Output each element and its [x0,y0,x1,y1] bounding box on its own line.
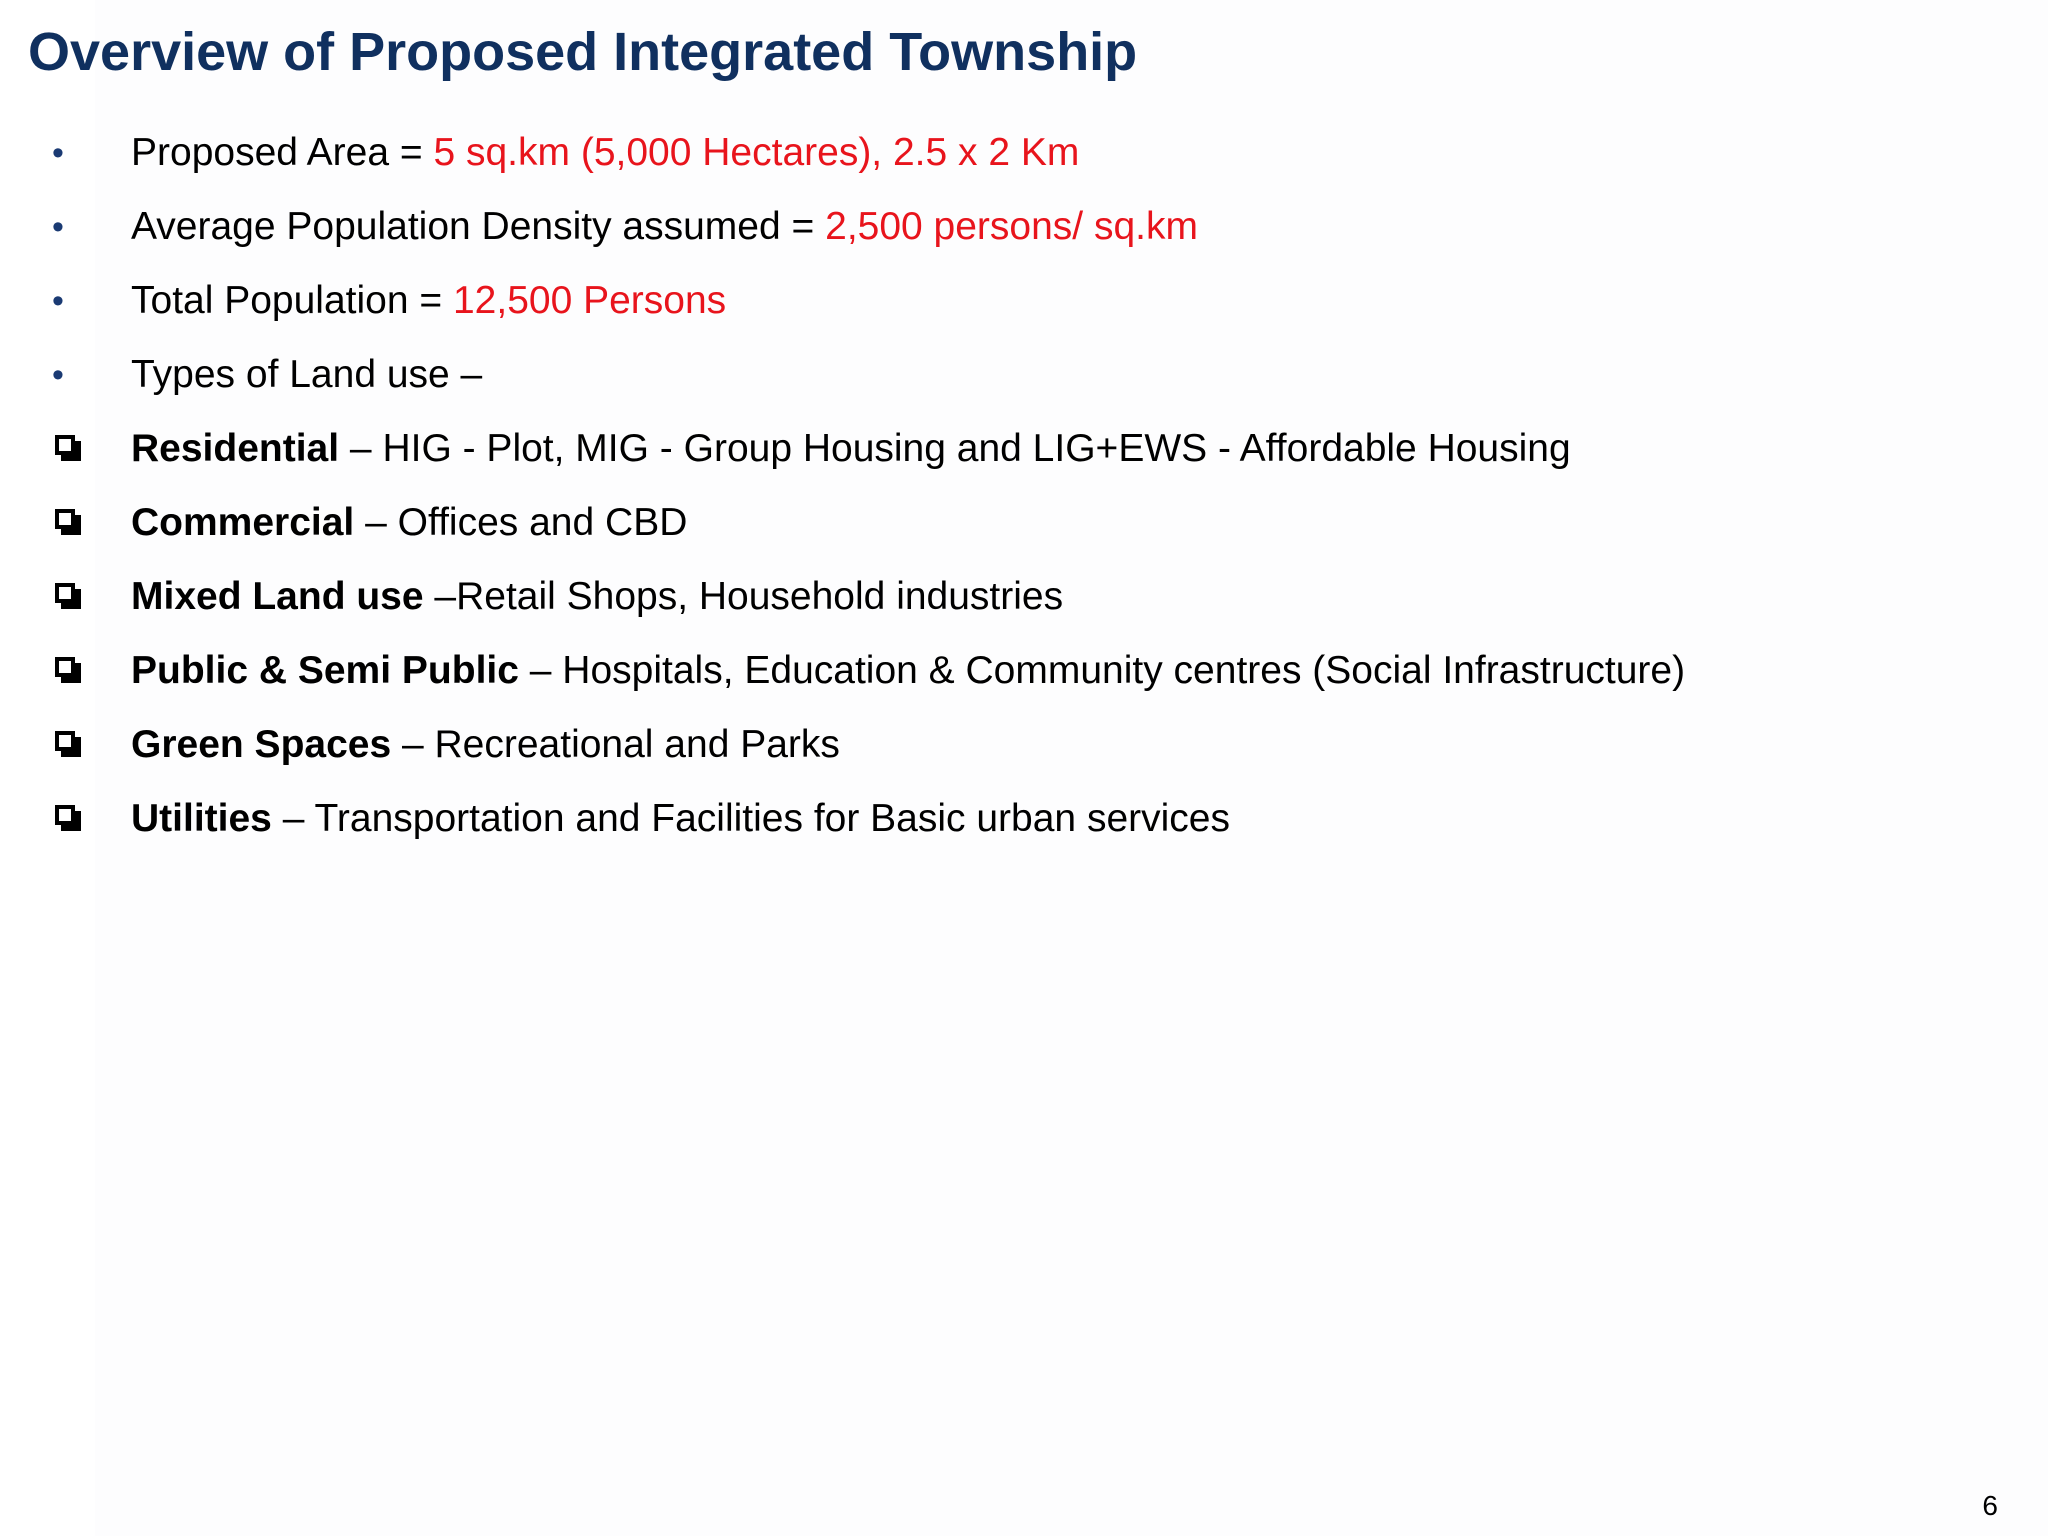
bullet-value: 12,500 Persons [452,279,727,322]
land-use-text [131,782,1230,856]
land-use-description: – Recreational and Parks [391,723,840,766]
bullet-label: Average Population Density assumed = [131,205,826,248]
bullet-dot-icon: • [52,282,64,320]
checkbox-square-icon [55,509,75,529]
bullet-label: Proposed Area = [131,131,434,174]
bullet-label: Total Population = [131,279,453,322]
bullet-item [0,190,2048,264]
bullet-dot-icon: • [52,134,64,172]
land-use-text [131,412,1571,486]
checkbox-square-icon [55,731,75,751]
land-use-item [0,782,2048,856]
land-use-term: Utilities [131,797,272,840]
land-use-item [0,560,2048,634]
checkbox-square-icon [55,583,75,603]
checkbox-square-icon [55,805,75,825]
bullet-text [131,190,1198,264]
land-use-text [131,486,687,560]
land-use-term: Public & Semi Public [131,649,519,692]
land-use-term: Residential [131,427,340,470]
checkbox-square-icon [55,657,75,677]
land-use-description: – HIG - Plot, MIG - Group Housing and LIG+EWS - Affordable Housing [339,427,1571,470]
land-use-term: Green Spaces [131,723,392,766]
land-use-item [0,412,2048,486]
land-use-item [0,634,2048,708]
land-use-text [131,560,1063,634]
bullet-dot-icon: • [52,208,64,246]
bullet-text [131,116,1079,190]
bullet-item [0,264,2048,338]
bullet-text [131,264,726,338]
land-use-term: Mixed Land use [131,575,424,618]
bullet-text [131,338,482,412]
land-use-description: –Retail Shops, Household industries [423,575,1064,618]
land-use-description: – Offices and CBD [354,501,688,544]
land-use-text [131,708,840,782]
page-number: 6 [1982,1490,1998,1521]
bullet-value: 5 sq.km (5,000 Hectares), 2.5 x 2 Km [433,131,1080,174]
slide-title: Overview of Proposed Integrated Township [28,22,1138,82]
checkbox-square-icon [55,435,75,455]
land-use-description: – Transportation and Facilities for Basic urban services [271,797,1230,840]
land-use-text [131,634,1685,708]
land-use-description: – Hospitals, Education & Community centres (Social Infrastructure) [518,649,1686,692]
bullet-item [0,116,2048,190]
bullet-dot-icon: • [52,356,64,394]
land-use-term: Commercial [131,501,355,544]
land-use-item [0,708,2048,782]
bullet-label: Types of Land use – [131,353,483,396]
bullet-item [0,338,2048,412]
land-use-item [0,486,2048,560]
bullet-value: 2,500 persons/ sq.km [825,205,1198,248]
